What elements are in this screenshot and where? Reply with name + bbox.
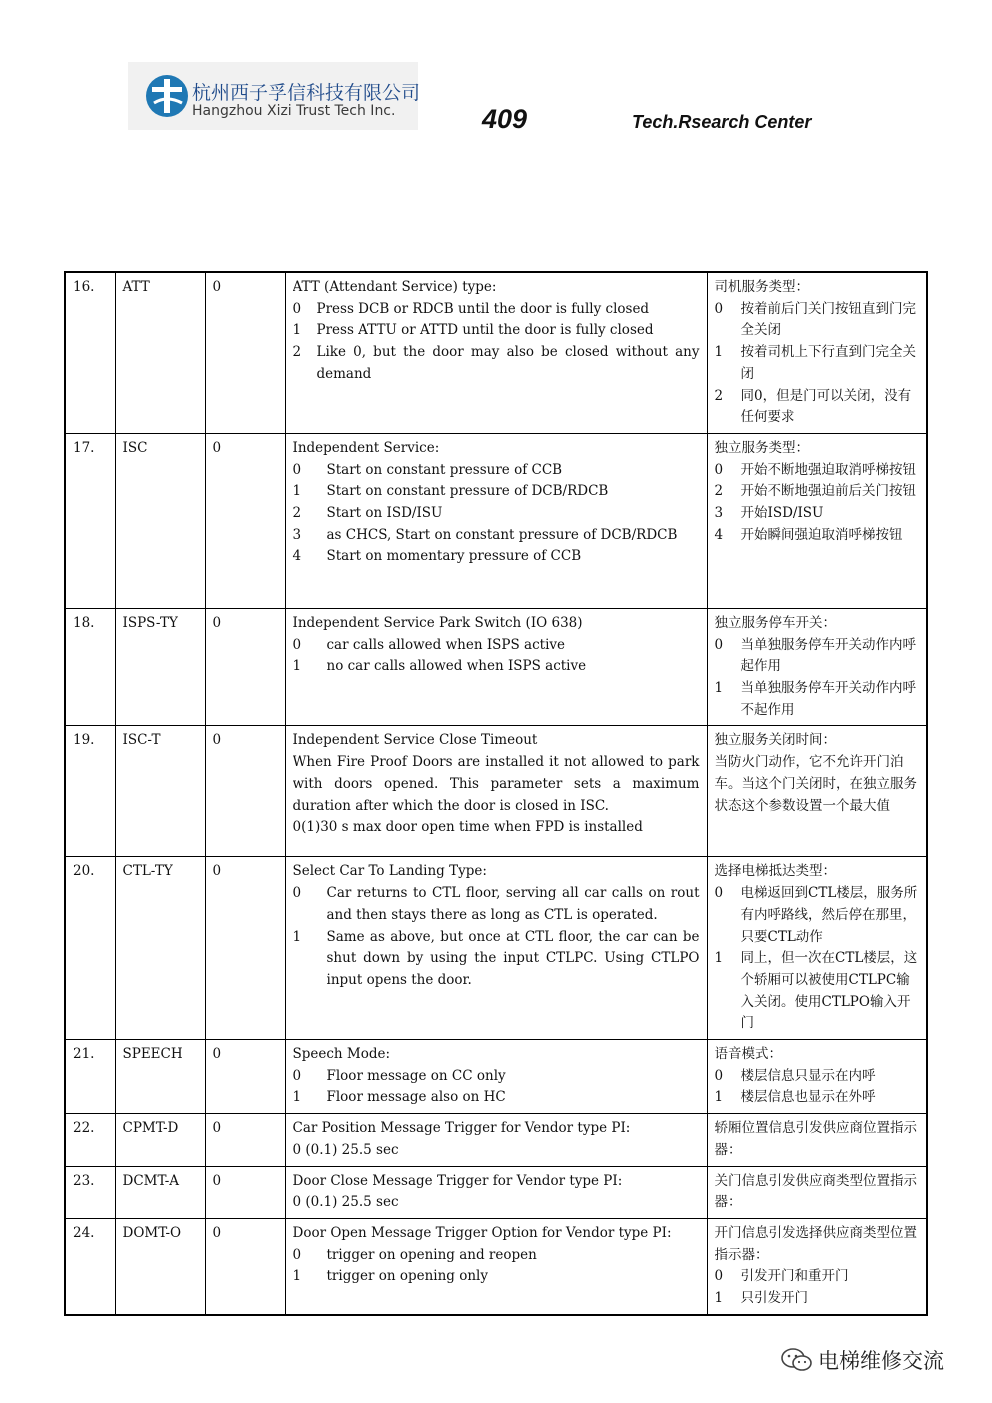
option-text: Floor message on CC only — [326, 1067, 506, 1084]
option-text: 楼层信息只显示在内呼 — [740, 1067, 876, 1084]
param-description-en — [285, 1114, 707, 1166]
param-default: 0 — [205, 726, 285, 857]
description-text-cn: 当防火门动作，它不允许开门泊车。当这个门关闭时，在独立服务状态这个参数设置一个最大值 — [714, 754, 917, 814]
company-logo-icon — [144, 73, 190, 119]
option-text: 同上，但一次在CTL楼层，这个轿厢可以被使用CTLPC输入关闭。使用CTLPO输入开门 — [740, 950, 918, 1032]
option-text: Car returns to CTL floor, serving all car calls on rout and then stays there as long as CTL is operated. — [326, 885, 700, 923]
option-text: 按着司机上下行直到门完全关闭 — [740, 344, 916, 382]
param-description-en — [285, 433, 707, 608]
param-default: 0 — [205, 857, 285, 1040]
option-text: car calls allowed when ISPS active — [326, 636, 566, 653]
param-number: 19. — [65, 726, 115, 857]
company-logo — [128, 62, 421, 130]
param-default: 0 — [205, 1218, 285, 1314]
description-title-en: Door Close Message Trigger for Vendor type PI: — [292, 1172, 623, 1189]
option-text: Floor message also on HC — [326, 1089, 506, 1106]
description-range-en: 0 (0.1) 25.5 sec — [292, 1141, 399, 1158]
watermark-text: 电梯维修交流 — [818, 1349, 944, 1373]
option-key: 0 — [292, 1246, 302, 1263]
description-title-en: Independent Service: — [292, 439, 440, 456]
description-title-cn: 开门信息引发选择供应商类型位置指示器： — [714, 1224, 917, 1263]
param-default: 0 — [205, 1040, 285, 1114]
option-item-en — [293, 481, 700, 503]
option-text: 同0，但是门可以关闭，没有任何要求 — [740, 387, 912, 426]
table-row — [65, 1218, 927, 1314]
option-key: 3 — [292, 526, 302, 543]
description-title-en: Speech Mode: — [292, 1046, 391, 1063]
option-item-en — [293, 1245, 700, 1267]
watermark — [780, 1343, 944, 1377]
option-text: 当单独服务停车开关动作内呼不起作用 — [740, 680, 916, 718]
description-title-en: ATT (Attendant Service) type: — [292, 279, 497, 295]
option-text: 按着前后门关门按钮直到门完全关闭 — [740, 300, 916, 339]
option-item-cn — [715, 1066, 920, 1088]
param-name: CTL-TY — [115, 857, 205, 1040]
option-item-en — [293, 1266, 700, 1288]
description-range-en: 0 (0.1) 25.5 sec — [292, 1194, 399, 1211]
param-number: 17. — [65, 433, 115, 608]
option-item-en — [293, 320, 700, 342]
param-default: 0 — [205, 608, 285, 726]
param-name: ISPS-TY — [115, 608, 205, 726]
option-text: 开始不断地强迫前后关门按钮 — [740, 483, 916, 500]
description-title-cn: 语音模式： — [714, 1046, 782, 1063]
option-item-cn — [715, 386, 920, 429]
option-item-en — [293, 460, 700, 482]
table-row — [65, 1166, 927, 1218]
description-title-cn: 轿厢位置信息引发供应商位置指示器： — [714, 1120, 917, 1158]
param-description-cn — [707, 857, 927, 1040]
param-number: 18. — [65, 608, 115, 726]
option-key: 1 — [292, 928, 302, 945]
option-key: 3 — [714, 505, 724, 522]
param-description-en — [285, 726, 707, 857]
page-header — [0, 0, 992, 160]
option-text: 开始ISD/ISU — [740, 505, 824, 522]
option-item-en — [293, 1087, 700, 1109]
param-name: DCMT-A — [115, 1166, 205, 1218]
option-text: Press ATTU or ATTD until the door is fully closed — [316, 322, 654, 339]
option-item-cn — [715, 1087, 920, 1109]
option-key: 4 — [292, 548, 302, 565]
option-item-en — [293, 656, 700, 678]
param-name: CPMT-D — [115, 1114, 205, 1166]
description-title-en: Independent Service Park Switch (IO 638) — [292, 614, 583, 631]
option-key: 2 — [292, 344, 302, 361]
option-key: 4 — [714, 526, 724, 543]
option-key: 1 — [714, 680, 724, 697]
description-title-cn: 关门信息引发供应商类型位置指示器： — [714, 1172, 917, 1211]
param-description-en — [285, 1166, 707, 1218]
description-title-cn: 独立服务停车开关： — [714, 614, 836, 631]
param-name: SPEECH — [115, 1040, 205, 1114]
option-key: 0 — [714, 885, 724, 902]
param-default: 0 — [205, 1166, 285, 1218]
company-name-en: Hangzhou Xizi Trust Tech Inc. — [192, 103, 396, 119]
option-item-cn — [715, 635, 920, 678]
param-name: ATT — [115, 272, 205, 433]
param-default: 0 — [205, 1114, 285, 1166]
option-item-en — [293, 342, 700, 385]
param-name: ISC — [115, 433, 205, 608]
param-name: DOMT-O — [115, 1218, 205, 1314]
description-title-en: Door Open Message Trigger Option for Vendor type PI: — [292, 1224, 672, 1241]
option-item-en — [293, 883, 700, 926]
option-item-en — [293, 927, 700, 992]
param-number: 24. — [65, 1218, 115, 1314]
option-text: Same as above, but once at CTL floor, the car can be shut down by using the input CTLPC. Using CTLPO input opens the door. — [326, 928, 700, 988]
description-range-en: 0(1)30 s max door open time when FPD is installed — [292, 819, 643, 836]
description-title-en: Car Position Message Trigger for Vendor type PI: — [292, 1120, 631, 1137]
option-key: 1 — [292, 658, 302, 675]
page-number: 409 — [482, 104, 528, 134]
param-description-en — [285, 857, 707, 1040]
option-item-cn — [715, 1266, 920, 1288]
table-row — [65, 272, 927, 433]
table-row — [65, 433, 927, 608]
description-title-cn: 独立服务关闭时间： — [714, 732, 836, 749]
table-row — [65, 1040, 927, 1114]
param-description-en — [285, 1040, 707, 1114]
option-key: 1 — [292, 1268, 302, 1285]
param-description-cn — [707, 726, 927, 857]
option-text: Start on constant pressure of DCB/RDCB — [326, 483, 609, 500]
option-key: 1 — [714, 1290, 724, 1307]
param-description-cn — [707, 1166, 927, 1218]
description-title-en: Select Car To Landing Type: — [292, 863, 487, 880]
description-title-cn: 选择电梯抵达类型： — [714, 863, 836, 880]
option-text: 电梯返回到CTL楼层，服务所有内呼路线，然后停在那里，只要CTL动作 — [740, 885, 918, 945]
option-text: 引发开门和重开门 — [740, 1268, 849, 1285]
option-item-cn — [715, 503, 920, 525]
param-description-cn — [707, 433, 927, 608]
param-name: ISC-T — [115, 726, 205, 857]
option-item-cn — [715, 948, 920, 1035]
option-text: Start on momentary pressure of CCB — [326, 548, 582, 565]
option-key: 0 — [292, 300, 302, 317]
option-item-en — [293, 1066, 700, 1088]
table-row — [65, 608, 927, 726]
option-text: Press DCB or RDCB until the door is fully closed — [316, 300, 650, 317]
option-key: 1 — [292, 1089, 302, 1106]
param-number: 22. — [65, 1114, 115, 1166]
option-key: 1 — [292, 483, 302, 500]
table-row — [65, 726, 927, 857]
wechat-icon — [780, 1346, 814, 1374]
option-key: 2 — [292, 505, 302, 522]
table-row — [65, 857, 927, 1040]
option-key: 1 — [714, 950, 724, 967]
option-text: 楼层信息也显示在外呼 — [740, 1089, 876, 1106]
param-number: 21. — [65, 1040, 115, 1114]
option-item-en — [293, 546, 700, 568]
param-description-cn — [707, 1218, 927, 1314]
option-key: 2 — [714, 483, 724, 500]
company-name-cn: 杭州西子孚信科技有限公司 — [192, 82, 421, 104]
param-description-cn — [707, 1114, 927, 1166]
option-item-cn — [715, 1288, 920, 1310]
description-title-cn: 司机服务类型： — [714, 279, 809, 295]
center-title: Tech.Rsearch Center — [632, 112, 812, 132]
option-key: 0 — [714, 1067, 724, 1084]
option-item-cn — [715, 342, 920, 385]
option-key: 0 — [714, 461, 724, 478]
option-item-en — [293, 525, 700, 547]
option-text: 开始瞬间强迫取消呼梯按钮 — [740, 526, 903, 543]
option-text: 当单独服务停车开关动作内呼起作用 — [740, 636, 916, 675]
option-text: trigger on opening only — [326, 1268, 488, 1285]
parameter-table — [64, 271, 928, 1316]
option-key: 0 — [714, 636, 724, 653]
option-key: 2 — [714, 387, 724, 404]
option-text: 开始不断地强迫取消呼梯按钮 — [740, 461, 916, 478]
param-description-cn — [707, 272, 927, 433]
param-number: 20. — [65, 857, 115, 1040]
param-description-en — [285, 272, 707, 433]
option-item-en — [293, 635, 700, 657]
option-key: 0 — [292, 885, 302, 902]
param-number: 16. — [65, 272, 115, 433]
param-description-cn — [707, 608, 927, 726]
option-text: as CHCS, Start on constant pressure of DCB/RDCB — [326, 526, 678, 543]
option-item-cn — [715, 883, 920, 948]
option-key: 0 — [714, 1268, 724, 1285]
option-text: Start on constant pressure of CCB — [326, 461, 563, 478]
option-text: no car calls allowed when ISPS active — [326, 658, 587, 675]
param-default: 0 — [205, 272, 285, 433]
option-item-en — [293, 503, 700, 525]
param-description-en — [285, 608, 707, 726]
param-default: 0 — [205, 433, 285, 608]
option-text: Like 0, but the door may also be closed without any demand — [316, 344, 700, 382]
option-key: 0 — [714, 300, 724, 317]
option-text: trigger on opening and reopen — [326, 1246, 537, 1263]
option-key: 0 — [292, 636, 302, 653]
table-row — [65, 1114, 927, 1166]
param-number: 23. — [65, 1166, 115, 1218]
option-key: 1 — [714, 1089, 724, 1106]
option-key: 0 — [292, 461, 302, 478]
option-key: 0 — [292, 1067, 302, 1084]
option-item-cn — [715, 299, 920, 342]
option-item-en — [293, 299, 700, 321]
param-description-en — [285, 1218, 707, 1314]
param-description-cn — [707, 1040, 927, 1114]
option-item-cn — [715, 460, 920, 482]
description-title-cn: 独立服务类型： — [714, 439, 809, 456]
option-key: 1 — [714, 344, 724, 361]
description-title-en: Independent Service Close Timeout — [292, 732, 538, 749]
option-text: 只引发开门 — [740, 1290, 808, 1307]
option-item-cn — [715, 525, 920, 547]
option-item-cn — [715, 481, 920, 503]
option-item-cn — [715, 678, 920, 721]
description-text-en: When Fire Proof Doors are installed it not allowed to park with doors opened. This parameter sets a maximum duration after which the door is closed in ISC. — [292, 754, 700, 814]
option-key: 1 — [292, 322, 302, 339]
option-text: Start on ISD/ISU — [326, 505, 443, 522]
